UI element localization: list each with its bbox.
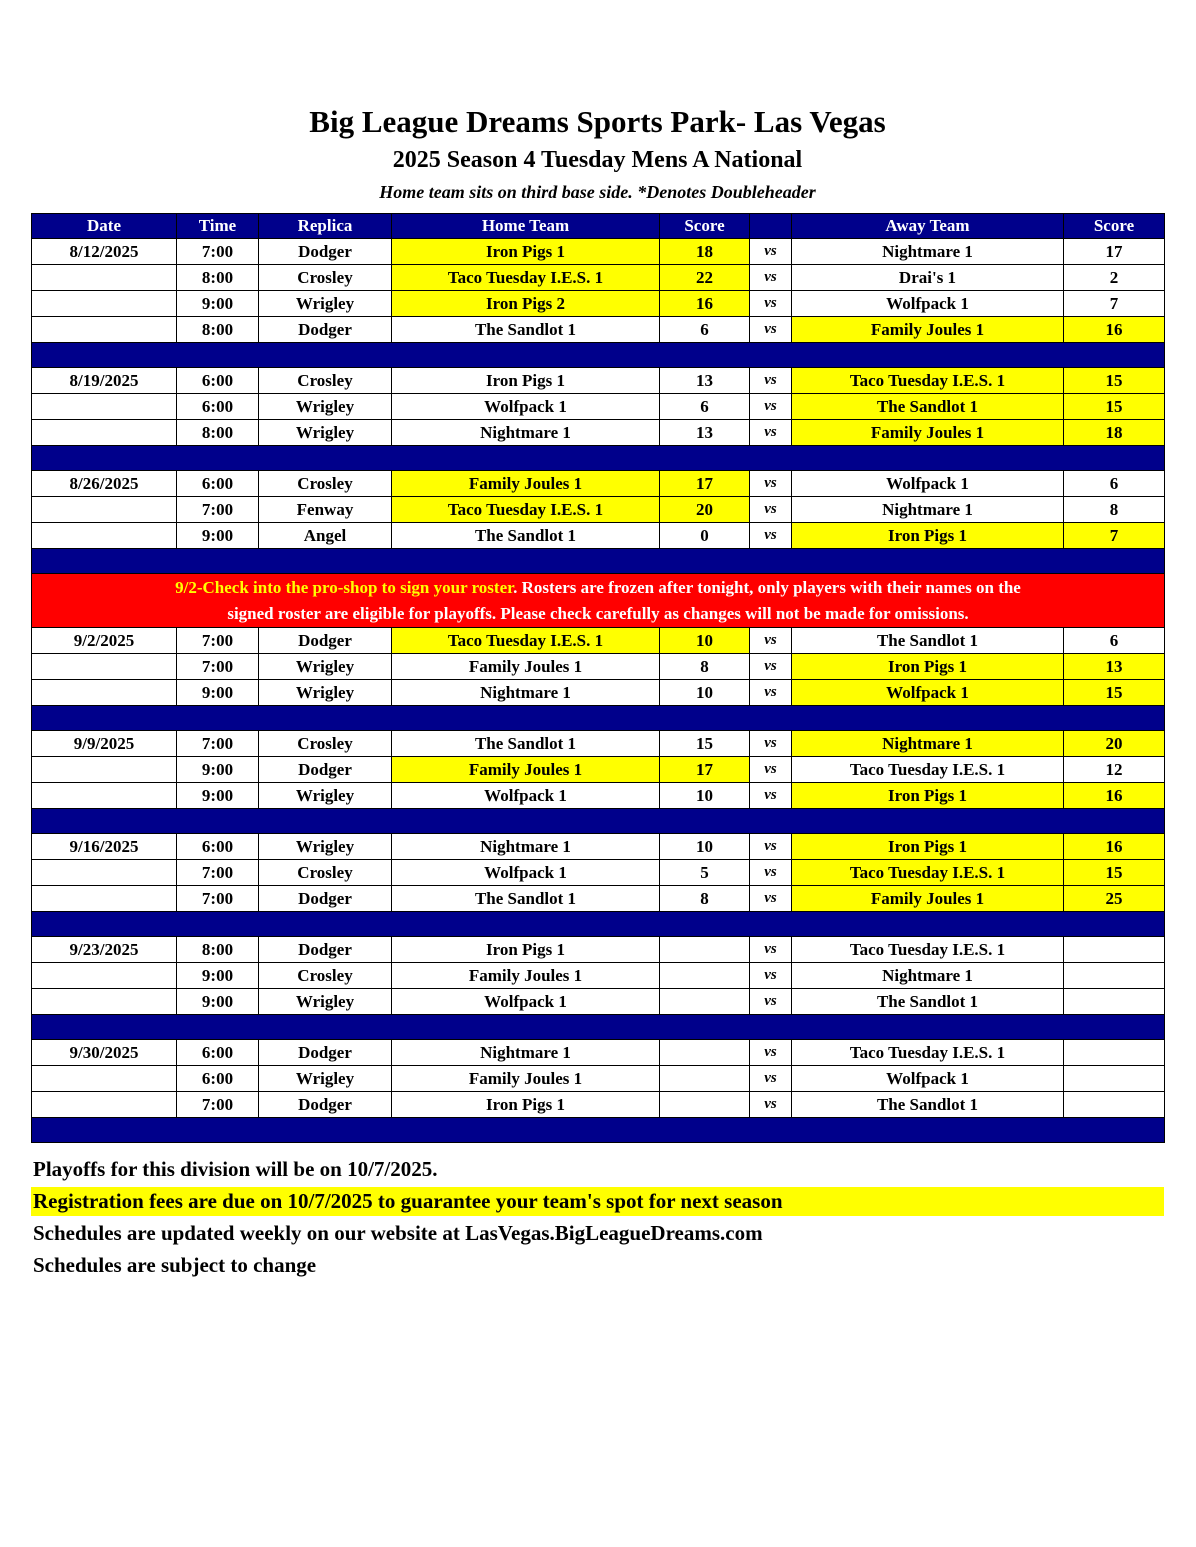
game-row <box>32 731 1165 757</box>
away-team-cell: The Sandlot 1 <box>792 628 1064 654</box>
game-row <box>32 317 1165 343</box>
time-cell: 9:00 <box>177 783 259 809</box>
away-score-cell: 12 <box>1064 757 1165 783</box>
footer-subject-to-change-line: Schedules are subject to change <box>33 1253 317 1277</box>
game-row <box>32 937 1165 963</box>
vs-cell: vs <box>750 963 792 989</box>
vs-cell: vs <box>750 291 792 317</box>
time-cell: 7:00 <box>177 731 259 757</box>
away-score-cell: 16 <box>1064 317 1165 343</box>
home-score-cell: 6 <box>660 317 750 343</box>
game-row <box>32 420 1165 446</box>
date-cell: 8/19/2025 <box>32 368 177 394</box>
home-team-cell: Wolfpack 1 <box>392 989 660 1015</box>
away-team-cell: The Sandlot 1 <box>792 989 1064 1015</box>
home-team-cell: Iron Pigs 1 <box>392 1092 660 1118</box>
home-team-cell: Wolfpack 1 <box>392 783 660 809</box>
home-team-cell: Taco Tuesday I.E.S. 1 <box>392 628 660 654</box>
time-cell: 7:00 <box>177 1092 259 1118</box>
date-cell <box>32 757 177 783</box>
separator-row <box>32 809 1165 834</box>
home-team-cell: Iron Pigs 1 <box>392 239 660 265</box>
replica-cell: Wrigley <box>259 291 392 317</box>
home-team-cell: Nightmare 1 <box>392 680 660 706</box>
page-note: Home team sits on third base side. *Denotes Doubleheader <box>379 182 816 202</box>
vs-cell: vs <box>750 368 792 394</box>
vs-cell: vs <box>750 989 792 1015</box>
date-cell <box>32 654 177 680</box>
home-score-cell <box>660 989 750 1015</box>
home-team-cell: Nightmare 1 <box>392 1040 660 1066</box>
game-row <box>32 963 1165 989</box>
date-cell <box>32 317 177 343</box>
date-cell: 8/12/2025 <box>32 239 177 265</box>
replica-cell: Dodger <box>259 757 392 783</box>
vs-cell: vs <box>750 886 792 912</box>
away-score-cell: 15 <box>1064 368 1165 394</box>
replica-cell: Wrigley <box>259 783 392 809</box>
game-row <box>32 291 1165 317</box>
away-team-cell: The Sandlot 1 <box>792 394 1064 420</box>
separator-bar <box>32 1015 1165 1040</box>
away-team-cell: Family Joules 1 <box>792 420 1064 446</box>
home-score-cell: 18 <box>660 239 750 265</box>
date-cell <box>32 860 177 886</box>
away-score-cell: 25 <box>1064 886 1165 912</box>
date-cell <box>32 265 177 291</box>
away-score-cell: 13 <box>1064 654 1165 680</box>
date-cell <box>32 420 177 446</box>
vs-cell: vs <box>750 523 792 549</box>
home-score-cell: 0 <box>660 523 750 549</box>
away-team-cell: Wolfpack 1 <box>792 291 1064 317</box>
time-cell: 8:00 <box>177 420 259 446</box>
away-score-cell: 7 <box>1064 523 1165 549</box>
separator-row <box>32 706 1165 731</box>
vs-cell: vs <box>750 1092 792 1118</box>
home-team-cell: Iron Pigs 2 <box>392 291 660 317</box>
vs-cell: vs <box>750 394 792 420</box>
away-score-cell: 8 <box>1064 497 1165 523</box>
game-row <box>32 628 1165 654</box>
date-cell <box>32 963 177 989</box>
home-team-cell: The Sandlot 1 <box>392 523 660 549</box>
home-score-cell: 17 <box>660 757 750 783</box>
date-cell: 8/26/2025 <box>32 471 177 497</box>
replica-cell: Wrigley <box>259 989 392 1015</box>
home-team-cell: Taco Tuesday I.E.S. 1 <box>392 265 660 291</box>
game-row <box>32 1040 1165 1066</box>
header-away-team: Away Team <box>792 214 1064 239</box>
home-score-cell: 6 <box>660 394 750 420</box>
date-cell <box>32 523 177 549</box>
vs-cell: vs <box>750 860 792 886</box>
separator-row <box>32 343 1165 368</box>
away-score-cell: 16 <box>1064 783 1165 809</box>
separator-bar <box>32 809 1165 834</box>
separator-row <box>32 446 1165 471</box>
time-cell: 7:00 <box>177 886 259 912</box>
away-score-cell: 15 <box>1064 680 1165 706</box>
roster-notice-line2: signed roster are eligible for playoffs. Please check carefully as changes will not be made for omissions. <box>227 603 969 623</box>
vs-cell: vs <box>750 1066 792 1092</box>
vs-cell: vs <box>750 265 792 291</box>
footer-playoffs-line: Playoffs for this division will be on 10/7/2025. <box>33 1157 438 1181</box>
away-score-cell <box>1064 1040 1165 1066</box>
replica-cell: Dodger <box>259 886 392 912</box>
date-cell <box>32 497 177 523</box>
date-cell <box>32 291 177 317</box>
time-cell: 9:00 <box>177 989 259 1015</box>
away-score-cell: 15 <box>1064 394 1165 420</box>
home-score-cell: 20 <box>660 497 750 523</box>
replica-cell: Wrigley <box>259 834 392 860</box>
time-cell: 7:00 <box>177 860 259 886</box>
time-cell: 6:00 <box>177 1066 259 1092</box>
home-score-cell: 10 <box>660 834 750 860</box>
away-score-cell: 17 <box>1064 239 1165 265</box>
time-cell: 6:00 <box>177 471 259 497</box>
vs-cell: vs <box>750 937 792 963</box>
time-cell: 9:00 <box>177 757 259 783</box>
home-team-cell: Family Joules 1 <box>392 471 660 497</box>
replica-cell: Crosley <box>259 265 392 291</box>
home-score-cell: 13 <box>660 420 750 446</box>
separator-bar <box>32 549 1165 574</box>
time-cell: 7:00 <box>177 497 259 523</box>
vs-cell: vs <box>750 757 792 783</box>
time-cell: 7:00 <box>177 628 259 654</box>
replica-cell: Crosley <box>259 731 392 757</box>
replica-cell: Dodger <box>259 937 392 963</box>
away-team-cell: Family Joules 1 <box>792 317 1064 343</box>
replica-cell: Angel <box>259 523 392 549</box>
game-row <box>32 394 1165 420</box>
game-row <box>32 783 1165 809</box>
home-team-cell: The Sandlot 1 <box>392 317 660 343</box>
header-vs <box>750 214 792 239</box>
date-cell: 9/9/2025 <box>32 731 177 757</box>
header-home-team: Home Team <box>392 214 660 239</box>
away-team-cell: Wolfpack 1 <box>792 1066 1064 1092</box>
away-team-cell: Iron Pigs 1 <box>792 523 1064 549</box>
footer-website-line: Schedules are updated weekly on our website at LasVegas.BigLeagueDreams.com <box>33 1221 763 1245</box>
away-score-cell <box>1064 937 1165 963</box>
away-score-cell: 7 <box>1064 291 1165 317</box>
header-replica: Replica <box>259 214 392 239</box>
away-score-cell: 6 <box>1064 471 1165 497</box>
away-team-cell: Iron Pigs 1 <box>792 783 1064 809</box>
vs-cell: vs <box>750 834 792 860</box>
header-row <box>32 214 1165 239</box>
footer <box>31 1155 1164 1280</box>
separator-row <box>32 912 1165 937</box>
date-cell: 9/2/2025 <box>32 628 177 654</box>
schedule-table <box>31 213 1165 1143</box>
away-team-cell: Drai's 1 <box>792 265 1064 291</box>
away-team-cell: Nightmare 1 <box>792 239 1064 265</box>
vs-cell: vs <box>750 317 792 343</box>
vs-cell: vs <box>750 731 792 757</box>
home-team-cell: Taco Tuesday I.E.S. 1 <box>392 497 660 523</box>
home-score-cell: 15 <box>660 731 750 757</box>
time-cell: 9:00 <box>177 523 259 549</box>
date-cell: 9/23/2025 <box>32 937 177 963</box>
away-score-cell: 6 <box>1064 628 1165 654</box>
time-cell: 8:00 <box>177 937 259 963</box>
replica-cell: Crosley <box>259 963 392 989</box>
away-team-cell: Family Joules 1 <box>792 886 1064 912</box>
header-home-score: Score <box>660 214 750 239</box>
separator-row <box>32 549 1165 574</box>
home-team-cell: Wolfpack 1 <box>392 394 660 420</box>
replica-cell: Crosley <box>259 860 392 886</box>
separator-bar <box>32 912 1165 937</box>
home-score-cell: 10 <box>660 783 750 809</box>
vs-cell: vs <box>750 497 792 523</box>
replica-cell: Dodger <box>259 317 392 343</box>
time-cell: 6:00 <box>177 368 259 394</box>
home-score-cell: 16 <box>660 291 750 317</box>
separator-bar <box>32 1118 1165 1143</box>
home-score-cell: 10 <box>660 680 750 706</box>
game-row <box>32 265 1165 291</box>
away-team-cell: Wolfpack 1 <box>792 680 1064 706</box>
replica-cell: Wrigley <box>259 680 392 706</box>
home-team-cell: Iron Pigs 1 <box>392 368 660 394</box>
replica-cell: Dodger <box>259 628 392 654</box>
home-team-cell: Wolfpack 1 <box>392 860 660 886</box>
away-team-cell: Taco Tuesday I.E.S. 1 <box>792 860 1064 886</box>
away-team-cell: Taco Tuesday I.E.S. 1 <box>792 1040 1064 1066</box>
date-cell: 9/16/2025 <box>32 834 177 860</box>
replica-cell: Dodger <box>259 1092 392 1118</box>
home-score-cell <box>660 1040 750 1066</box>
schedule-body <box>32 239 1165 1143</box>
replica-cell: Wrigley <box>259 420 392 446</box>
game-row <box>32 860 1165 886</box>
away-team-cell: Iron Pigs 1 <box>792 654 1064 680</box>
vs-cell: vs <box>750 1040 792 1066</box>
game-row <box>32 834 1165 860</box>
home-score-cell <box>660 937 750 963</box>
time-cell: 6:00 <box>177 1040 259 1066</box>
date-cell <box>32 886 177 912</box>
separator-bar <box>32 706 1165 731</box>
game-row <box>32 989 1165 1015</box>
replica-cell: Fenway <box>259 497 392 523</box>
home-score-cell: 13 <box>660 368 750 394</box>
time-cell: 6:00 <box>177 834 259 860</box>
header-date: Date <box>32 214 177 239</box>
roster-notice-highlight: 9/2-Check into the pro-shop to sign your roster <box>175 577 514 597</box>
home-score-cell: 8 <box>660 886 750 912</box>
away-team-cell: Nightmare 1 <box>792 497 1064 523</box>
away-score-cell: 18 <box>1064 420 1165 446</box>
away-score-cell <box>1064 1066 1165 1092</box>
roster-notice-row <box>32 574 1165 628</box>
away-team-cell: Wolfpack 1 <box>792 471 1064 497</box>
away-team-cell: Nightmare 1 <box>792 731 1064 757</box>
home-team-cell: The Sandlot 1 <box>392 731 660 757</box>
replica-cell: Wrigley <box>259 394 392 420</box>
game-row <box>32 523 1165 549</box>
separator-row <box>32 1015 1165 1040</box>
page-title: Big League Dreams Sports Park- Las Vegas <box>309 104 886 139</box>
time-cell: 8:00 <box>177 265 259 291</box>
game-row <box>32 654 1165 680</box>
time-cell: 9:00 <box>177 680 259 706</box>
vs-cell: vs <box>750 471 792 497</box>
roster-notice-line1 <box>36 575 1160 601</box>
away-team-cell: Taco Tuesday I.E.S. 1 <box>792 368 1064 394</box>
home-team-cell: Family Joules 1 <box>392 654 660 680</box>
date-cell <box>32 680 177 706</box>
separator-bar <box>32 343 1165 368</box>
away-score-cell: 2 <box>1064 265 1165 291</box>
replica-cell: Dodger <box>259 239 392 265</box>
away-score-cell <box>1064 989 1165 1015</box>
away-team-cell: The Sandlot 1 <box>792 1092 1064 1118</box>
home-team-cell: Iron Pigs 1 <box>392 937 660 963</box>
home-score-cell: 22 <box>660 265 750 291</box>
away-score-cell: 16 <box>1064 834 1165 860</box>
home-score-cell: 10 <box>660 628 750 654</box>
date-cell <box>32 989 177 1015</box>
home-score-cell: 8 <box>660 654 750 680</box>
replica-cell: Wrigley <box>259 1066 392 1092</box>
game-row <box>32 886 1165 912</box>
vs-cell: vs <box>750 680 792 706</box>
time-cell: 7:00 <box>177 239 259 265</box>
vs-cell: vs <box>750 783 792 809</box>
time-cell: 6:00 <box>177 394 259 420</box>
game-row <box>32 757 1165 783</box>
page-subtitle: 2025 Season 4 Tuesday Mens A National <box>392 147 803 173</box>
roster-notice <box>32 574 1165 628</box>
replica-cell: Crosley <box>259 471 392 497</box>
away-team-cell: Taco Tuesday I.E.S. 1 <box>792 757 1064 783</box>
time-cell: 9:00 <box>177 963 259 989</box>
time-cell: 8:00 <box>177 317 259 343</box>
date-cell <box>32 394 177 420</box>
game-row <box>32 239 1165 265</box>
vs-cell: vs <box>750 654 792 680</box>
home-score-cell <box>660 1066 750 1092</box>
time-cell: 7:00 <box>177 654 259 680</box>
replica-cell: Crosley <box>259 368 392 394</box>
vs-cell: vs <box>750 239 792 265</box>
footer-registration-line: Registration fees are due on 10/7/2025 to guarantee your team's spot for next season <box>31 1187 1164 1216</box>
away-team-cell: Nightmare 1 <box>792 963 1064 989</box>
vs-cell: vs <box>750 420 792 446</box>
separator-row <box>32 1118 1165 1143</box>
date-cell: 9/30/2025 <box>32 1040 177 1066</box>
home-team-cell: Nightmare 1 <box>392 834 660 860</box>
home-team-cell: Family Joules 1 <box>392 1066 660 1092</box>
game-row <box>32 1066 1165 1092</box>
replica-cell: Dodger <box>259 1040 392 1066</box>
game-row <box>32 497 1165 523</box>
schedule-page <box>31 0 1164 1280</box>
game-row <box>32 1092 1165 1118</box>
away-score-cell <box>1064 1092 1165 1118</box>
game-row <box>32 680 1165 706</box>
away-score-cell: 15 <box>1064 860 1165 886</box>
game-row <box>32 471 1165 497</box>
home-team-cell: Family Joules 1 <box>392 757 660 783</box>
home-team-cell: Family Joules 1 <box>392 963 660 989</box>
home-score-cell: 17 <box>660 471 750 497</box>
date-cell <box>32 1066 177 1092</box>
date-cell <box>32 783 177 809</box>
header-away-score: Score <box>1064 214 1165 239</box>
home-team-cell: The Sandlot 1 <box>392 886 660 912</box>
away-score-cell: 20 <box>1064 731 1165 757</box>
roster-notice-rest: . Rosters are frozen after tonight, only players with their names on the <box>513 577 1021 597</box>
date-cell <box>32 1092 177 1118</box>
header-time: Time <box>177 214 259 239</box>
game-row <box>32 368 1165 394</box>
replica-cell: Wrigley <box>259 654 392 680</box>
away-team-cell: Iron Pigs 1 <box>792 834 1064 860</box>
home-team-cell: Nightmare 1 <box>392 420 660 446</box>
home-score-cell <box>660 1092 750 1118</box>
home-score-cell: 5 <box>660 860 750 886</box>
separator-bar <box>32 446 1165 471</box>
home-score-cell <box>660 963 750 989</box>
away-team-cell: Taco Tuesday I.E.S. 1 <box>792 937 1064 963</box>
time-cell: 9:00 <box>177 291 259 317</box>
vs-cell: vs <box>750 628 792 654</box>
away-score-cell <box>1064 963 1165 989</box>
